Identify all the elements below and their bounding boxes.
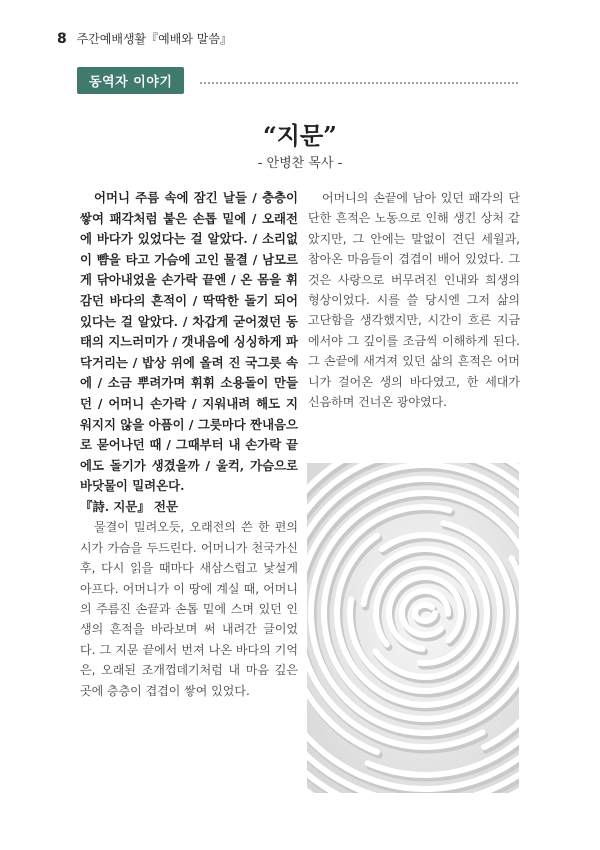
fingerprint-maze-image xyxy=(307,463,519,793)
poem-text: 어머니 주름 속에 잠긴 날들 / 층층이 쌓여 패각처럼 붙은 손톱 밑에 / 오래전에 바다가 있었다는 걸 알았다. / 소리없이 뺨을 타고 가슴에 고인 물결 / 남모르게 닦아내었을 손가락 끝엔 / 온 몸을 휘감던 바다의 흔적이 / 딱딱한 돌기 되어 있다는 걸 알았다. / 차갑게 굳어졌던 동태의 지느러미가 / 갯내음에 싱싱하게 파닥거리는 / 밥상 위에 올려 진 국그릇 속에 / 소금 뿌려가며 휘휘 소용돌이 만들던 / 어머니 손가락 / 지워내려 해도 지워지지 않을 아픔이 / 그릇마다 짠내음으로 묻어나던 때 / 그때부터 내 손가락 끝에도 돌기가 생겼을까 / 울컥, 가슴으로 바닷물이 밀려온다. xyxy=(80,190,298,494)
fingerprint-maze-graphic xyxy=(307,463,519,793)
left-body-text: 물결이 밀려오듯, 오래전의 쓴 한 편의 시가 가슴을 두드린다. 어머니가 천국가신 후, 다시 읽을 때마다 새삼스럽고 낯설게 아프다. 어머니가 이 땅에 계실 때, 어머니의 주름진 손끝과 손톱 밑에 스며 있던 인생의 흔적을 바라보며 써 내려간 글이었다. 그 지문 끝에서 번져 나온 바다의 기억은, 오래된 조개껍데기처럼 내 마음 깊은 곳에 층층이 겹겹이 쌓여 있었다. xyxy=(80,520,298,698)
publication-title: 주간예배생활『예배와 말씀』 xyxy=(76,32,232,46)
page-number: 8 xyxy=(57,31,67,47)
page-header xyxy=(57,30,232,47)
article-author: - 안병찬 목사 - xyxy=(257,156,343,171)
left-column xyxy=(80,188,298,701)
poem-caption: 『詩. 지문』 전문 xyxy=(80,498,178,514)
right-column xyxy=(308,188,520,412)
article-title: “지문” xyxy=(263,121,337,150)
section-divider xyxy=(200,82,518,84)
right-body-text: 어머니의 손끝에 남아 있던 패각의 단단한 흔적은 노동으로 인해 생긴 상처 같았지만, 그 안에는 말없이 견딘 세월과, 참아온 마음들이 겹겹이 배어 있었다. 그것은 사랑으로 버무려진 인내와 희생의 형상이었다. 시를 쓸 당시엔 그저 삶의 고단함을 생각했지만, 시간이 흐른 지금에서야 그 깊이를 조금씩 이해하게 된다. 그 손끝에 새겨져 있던 삶의 흔적은 어머니가 걸어온 생의 바다였고, 한 세대가 신음하며 건너온 광야였다. xyxy=(308,191,520,410)
section-badge: 동역자 이야기 xyxy=(77,67,184,94)
